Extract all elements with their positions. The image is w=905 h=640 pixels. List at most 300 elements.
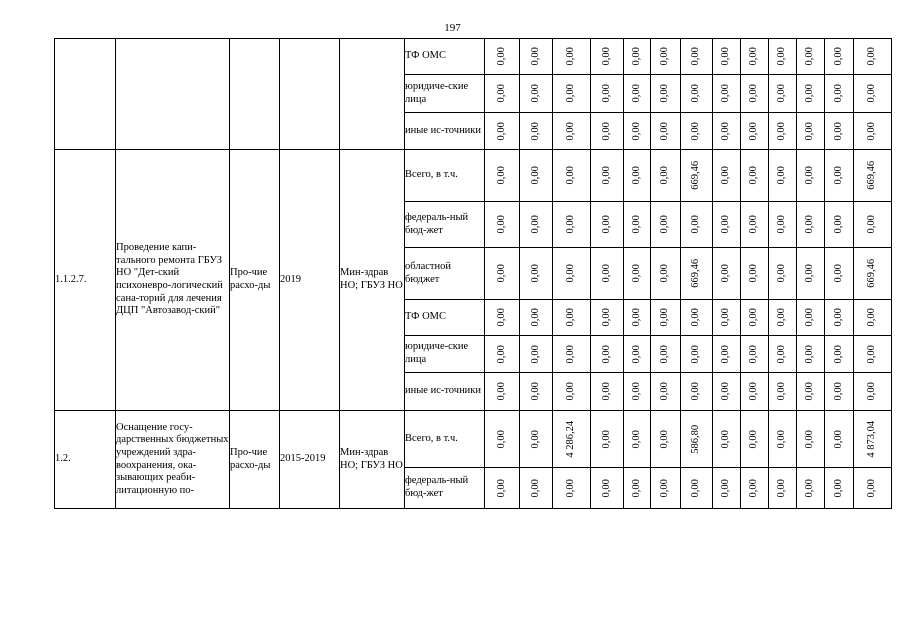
- amount: 0,00: [719, 478, 731, 498]
- value-cell: [680, 39, 712, 75]
- year-cell: [280, 411, 340, 509]
- amount: 0,00: [775, 264, 787, 283]
- value-cell: [740, 300, 768, 336]
- value-cell: [623, 336, 650, 373]
- value-cell: [485, 336, 520, 373]
- row-number: 1.2.: [55, 453, 71, 465]
- value-cell: [623, 300, 650, 336]
- amount: 0,00: [719, 166, 731, 185]
- value-cell: [650, 202, 680, 248]
- amount: 0,00: [803, 382, 815, 401]
- amount: 0,00: [775, 344, 787, 364]
- value-cell: [824, 411, 853, 468]
- amount: 0,00: [719, 121, 731, 141]
- value-cell: [520, 248, 553, 300]
- amount: 0,00: [747, 47, 759, 66]
- value-cell: [768, 150, 796, 202]
- funding-source: иные ис-точники: [405, 373, 485, 411]
- executor: Мин-здрав НО; ГБУЗ НО: [340, 267, 403, 291]
- amount: 0,00: [495, 215, 507, 234]
- amount: 0,00: [719, 382, 731, 401]
- value-cell: [853, 411, 891, 468]
- value-cell: [485, 373, 520, 411]
- value-cell: [485, 248, 520, 300]
- amount: 0,00: [630, 166, 642, 185]
- amount: 0,00: [719, 308, 731, 327]
- amount: 0,00: [865, 121, 877, 141]
- amount: 0,00: [630, 84, 642, 103]
- amount: 0,00: [630, 478, 642, 498]
- amount: 0,00: [832, 121, 844, 141]
- value-cell: [590, 468, 623, 509]
- value-cell: [824, 150, 853, 202]
- amount: 0,00: [600, 478, 612, 498]
- value-cell: [485, 75, 520, 113]
- amount: 0,00: [832, 308, 844, 327]
- amount: 0,00: [747, 344, 759, 364]
- amount: 0,00: [832, 344, 844, 364]
- value-cell: [590, 248, 623, 300]
- value-cell: [853, 336, 891, 373]
- amount: 0,00: [775, 84, 787, 103]
- amount: 0,00: [600, 308, 612, 327]
- amount: 0,00: [630, 264, 642, 283]
- amount: 4 286,24: [565, 420, 577, 458]
- amount: 0,00: [689, 382, 701, 401]
- value-cell: [768, 300, 796, 336]
- value-cell: [485, 411, 520, 468]
- value-cell: [650, 468, 680, 509]
- value-cell: [712, 248, 740, 300]
- amount: 0,00: [565, 344, 577, 364]
- value-cell: [768, 373, 796, 411]
- amount: 0,00: [689, 478, 701, 498]
- row-number-cell: [55, 150, 116, 411]
- value-cell: [712, 300, 740, 336]
- value-cell: [520, 373, 553, 411]
- value-cell: [853, 150, 891, 202]
- value-cell: [485, 150, 520, 202]
- value-cell: [680, 468, 712, 509]
- value-cell: [650, 373, 680, 411]
- amount: 0,00: [865, 344, 877, 364]
- year-cell: [280, 150, 340, 411]
- amount: 0,00: [565, 264, 577, 283]
- amount: 0,00: [865, 47, 877, 66]
- value-cell: [680, 202, 712, 248]
- amount: 0,00: [529, 344, 541, 364]
- value-cell: [824, 248, 853, 300]
- amount: 0,00: [803, 166, 815, 185]
- amount: 0,00: [658, 264, 670, 283]
- amount: 0,00: [630, 308, 642, 327]
- year: 2015-2019: [280, 453, 326, 465]
- amount: 0,00: [529, 84, 541, 103]
- value-cell: [553, 300, 591, 336]
- amount: 0,00: [803, 264, 815, 283]
- amount: 0,00: [495, 166, 507, 185]
- amount: 669,46: [865, 161, 877, 190]
- value-cell: [650, 113, 680, 150]
- value-cell: [768, 75, 796, 113]
- value-cell: [650, 248, 680, 300]
- value-cell: [712, 202, 740, 248]
- amount: 0,00: [600, 121, 612, 141]
- value-cell: [623, 411, 650, 468]
- value-cell: [796, 248, 824, 300]
- value-cell: [768, 248, 796, 300]
- value-cell: [520, 39, 553, 75]
- value-cell: [824, 75, 853, 113]
- value-cell: [768, 113, 796, 150]
- amount: 0,00: [775, 382, 787, 401]
- amount: 0,00: [600, 84, 612, 103]
- amount: 0,00: [747, 308, 759, 327]
- value-cell: [680, 150, 712, 202]
- value-cell: [712, 75, 740, 113]
- amount: 0,00: [495, 478, 507, 498]
- value-cell: [824, 202, 853, 248]
- amount: 0,00: [658, 344, 670, 364]
- amount: 0,00: [630, 429, 642, 449]
- table-row: [55, 150, 892, 202]
- funding-source: ТФ ОМС: [405, 39, 485, 75]
- value-cell: [712, 150, 740, 202]
- value-cell: [680, 248, 712, 300]
- value-cell: [520, 336, 553, 373]
- amount: 0,00: [658, 478, 670, 498]
- cost-type: Про-чие расхо-ды: [230, 267, 271, 291]
- value-cell: [623, 39, 650, 75]
- value-cell: [590, 39, 623, 75]
- funding-source: Всего, в т.ч.: [405, 411, 485, 468]
- amount: 0,00: [747, 215, 759, 234]
- value-cell: [680, 75, 712, 113]
- value-cell: [520, 300, 553, 336]
- value-cell: [712, 39, 740, 75]
- value-cell: [623, 202, 650, 248]
- value-cell: [485, 468, 520, 509]
- value-cell: [590, 202, 623, 248]
- executor-cell: [340, 411, 405, 509]
- year-cell: [280, 39, 340, 150]
- value-cell: [520, 468, 553, 509]
- amount: 0,00: [658, 308, 670, 327]
- cost-type-cell: [230, 411, 280, 509]
- amount: 669,46: [689, 161, 701, 190]
- value-cell: [796, 468, 824, 509]
- amount: 0,00: [832, 215, 844, 234]
- amount: 0,00: [658, 47, 670, 66]
- amount: 0,00: [775, 121, 787, 141]
- table-row: [55, 411, 892, 468]
- amount: 0,00: [529, 121, 541, 141]
- value-cell: [853, 39, 891, 75]
- value-cell: [768, 411, 796, 468]
- funding-source: областной бюджет: [405, 248, 485, 300]
- value-cell: [553, 468, 591, 509]
- value-cell: [824, 39, 853, 75]
- amount: 0,00: [832, 166, 844, 185]
- measure-name: Оснащение госу-дарственных бюджетных учреждений здра-воохранения, ока-зывающих реаби-литационную по-: [116, 421, 229, 496]
- amount: 0,00: [600, 344, 612, 364]
- amount: 0,00: [529, 308, 541, 327]
- amount: 0,00: [865, 215, 877, 234]
- measure-name-cell: [116, 39, 230, 150]
- value-cell: [650, 300, 680, 336]
- value-cell: [520, 411, 553, 468]
- amount: 0,00: [832, 382, 844, 401]
- funding-source: ТФ ОМС: [405, 300, 485, 336]
- value-cell: [553, 373, 591, 411]
- value-cell: [590, 336, 623, 373]
- value-cell: [853, 113, 891, 150]
- value-cell: [768, 202, 796, 248]
- value-cell: [824, 300, 853, 336]
- amount: 0,00: [600, 382, 612, 401]
- value-cell: [680, 336, 712, 373]
- row-number-cell: [55, 411, 116, 509]
- amount: 0,00: [689, 344, 701, 364]
- amount: 0,00: [565, 47, 577, 66]
- value-cell: [553, 75, 591, 113]
- value-cell: [590, 113, 623, 150]
- amount: 0,00: [803, 478, 815, 498]
- amount: 0,00: [658, 382, 670, 401]
- amount: 0,00: [719, 84, 731, 103]
- amount: 0,00: [658, 84, 670, 103]
- amount: 0,00: [689, 121, 701, 141]
- value-cell: [740, 373, 768, 411]
- value-cell: [485, 113, 520, 150]
- amount: 0,00: [719, 47, 731, 66]
- amount: 0,00: [495, 47, 507, 66]
- executor-cell: [340, 150, 405, 411]
- table-row: [55, 39, 892, 75]
- amount: 0,00: [600, 166, 612, 185]
- value-cell: [740, 39, 768, 75]
- amount: 0,00: [775, 215, 787, 234]
- amount: 0,00: [803, 121, 815, 141]
- value-cell: [740, 75, 768, 113]
- amount: 0,00: [495, 429, 507, 449]
- amount: 0,00: [719, 264, 731, 283]
- value-cell: [650, 75, 680, 113]
- amount: 0,00: [495, 382, 507, 401]
- amount: 0,00: [689, 47, 701, 66]
- value-cell: [740, 468, 768, 509]
- value-cell: [824, 468, 853, 509]
- amount: 0,00: [689, 84, 701, 103]
- value-cell: [623, 113, 650, 150]
- value-cell: [590, 300, 623, 336]
- executor-cell: [340, 39, 405, 150]
- measure-name-cell: [116, 411, 230, 509]
- value-cell: [680, 411, 712, 468]
- value-cell: [680, 373, 712, 411]
- row-number: 1.1.2.7.: [55, 273, 87, 285]
- value-cell: [740, 150, 768, 202]
- amount: 0,00: [689, 308, 701, 327]
- amount: 0,00: [747, 382, 759, 401]
- value-cell: [853, 373, 891, 411]
- amount: 0,00: [495, 84, 507, 103]
- amount: 0,00: [565, 84, 577, 103]
- value-cell: [623, 150, 650, 202]
- amount: 0,00: [747, 429, 759, 449]
- value-cell: [590, 411, 623, 468]
- amount: 0,00: [565, 166, 577, 185]
- value-cell: [824, 373, 853, 411]
- value-cell: [712, 411, 740, 468]
- value-cell: [796, 113, 824, 150]
- amount: 0,00: [565, 382, 577, 401]
- amount: 0,00: [600, 47, 612, 66]
- amount: 0,00: [865, 84, 877, 103]
- value-cell: [712, 113, 740, 150]
- amount: 0,00: [832, 84, 844, 103]
- amount: 0,00: [529, 429, 541, 449]
- value-cell: [712, 373, 740, 411]
- amount: 0,00: [775, 308, 787, 327]
- amount: 0,00: [689, 215, 701, 234]
- value-cell: [553, 248, 591, 300]
- amount: 0,00: [865, 382, 877, 401]
- amount: 0,00: [495, 264, 507, 283]
- value-cell: [650, 39, 680, 75]
- value-cell: [740, 411, 768, 468]
- amount: 0,00: [658, 121, 670, 141]
- value-cell: [553, 113, 591, 150]
- amount: 0,00: [747, 166, 759, 185]
- amount: 0,00: [658, 166, 670, 185]
- amount: 0,00: [832, 47, 844, 66]
- amount: 0,00: [630, 47, 642, 66]
- amount: 0,00: [495, 344, 507, 364]
- amount: 0,00: [803, 308, 815, 327]
- amount: 0,00: [803, 47, 815, 66]
- amount: 0,00: [600, 429, 612, 449]
- amount: 0,00: [529, 215, 541, 234]
- value-cell: [740, 336, 768, 373]
- amount: 0,00: [803, 344, 815, 364]
- amount: 0,00: [832, 429, 844, 449]
- value-cell: [853, 248, 891, 300]
- value-cell: [824, 113, 853, 150]
- amount: 0,00: [719, 344, 731, 364]
- value-cell: [796, 300, 824, 336]
- amount: 586,80: [689, 424, 701, 454]
- value-cell: [740, 202, 768, 248]
- value-cell: [590, 75, 623, 113]
- amount: 0,00: [630, 121, 642, 141]
- value-cell: [623, 248, 650, 300]
- amount: 0,00: [865, 308, 877, 327]
- value-cell: [740, 113, 768, 150]
- amount: 0,00: [803, 84, 815, 103]
- amount: 0,00: [803, 429, 815, 449]
- cost-type: Про-чие расхо-ды: [230, 446, 271, 471]
- value-cell: [796, 39, 824, 75]
- amount: 0,00: [565, 121, 577, 141]
- amount: 0,00: [630, 344, 642, 364]
- cost-type-cell: [230, 39, 280, 150]
- amount: 0,00: [658, 215, 670, 234]
- value-cell: [520, 202, 553, 248]
- funding-source: юридиче-ские лица: [405, 75, 485, 113]
- amount: 0,00: [529, 264, 541, 283]
- value-cell: [853, 300, 891, 336]
- value-cell: [623, 468, 650, 509]
- value-cell: [590, 150, 623, 202]
- funding-source: федераль-ный бюд-жет: [405, 468, 485, 509]
- measure-name: Проведение капи-тального ремонта ГБУЗ НО "Дет-ский психоневро-логический сана-торий для лечения ДЦП "Автозавод-ский": [116, 242, 223, 317]
- amount: 0,00: [832, 264, 844, 283]
- amount: 0,00: [529, 382, 541, 401]
- value-cell: [520, 75, 553, 113]
- amount: 0,00: [747, 478, 759, 498]
- value-cell: [796, 75, 824, 113]
- year: 2019: [280, 273, 301, 285]
- value-cell: [590, 373, 623, 411]
- value-cell: [853, 75, 891, 113]
- funding-source: иные ис-точники: [405, 113, 485, 150]
- amount: 0,00: [565, 308, 577, 327]
- amount: 0,00: [747, 84, 759, 103]
- funding-source: юридиче-ские лица: [405, 336, 485, 373]
- row-number-cell: [55, 39, 116, 150]
- value-cell: [680, 300, 712, 336]
- amount: 0,00: [600, 215, 612, 234]
- amount: 0,00: [565, 478, 577, 498]
- cost-type-cell: [230, 150, 280, 411]
- amount: 0,00: [775, 47, 787, 66]
- value-cell: [740, 248, 768, 300]
- value-cell: [553, 411, 591, 468]
- budget-table: [54, 38, 892, 509]
- value-cell: [485, 202, 520, 248]
- amount: 0,00: [719, 429, 731, 449]
- amount: 0,00: [495, 121, 507, 141]
- value-cell: [824, 336, 853, 373]
- executor: Мин-здрав НО; ГБУЗ НО: [340, 446, 403, 471]
- value-cell: [553, 202, 591, 248]
- value-cell: [650, 336, 680, 373]
- amount: 0,00: [658, 429, 670, 449]
- amount: 0,00: [630, 215, 642, 234]
- amount: 669,46: [865, 259, 877, 288]
- value-cell: [650, 411, 680, 468]
- value-cell: [796, 336, 824, 373]
- amount: 0,00: [865, 478, 877, 498]
- amount: 4 873,04: [865, 420, 877, 458]
- value-cell: [520, 150, 553, 202]
- measure-name-cell: [116, 150, 230, 411]
- value-cell: [553, 39, 591, 75]
- amount: 0,00: [495, 308, 507, 327]
- value-cell: [485, 300, 520, 336]
- amount: 0,00: [775, 478, 787, 498]
- amount: 0,00: [565, 215, 577, 234]
- value-cell: [623, 373, 650, 411]
- amount: 0,00: [832, 478, 844, 498]
- amount: 0,00: [529, 166, 541, 185]
- amount: 0,00: [803, 215, 815, 234]
- amount: 0,00: [747, 121, 759, 141]
- value-cell: [853, 202, 891, 248]
- value-cell: [796, 202, 824, 248]
- amount: 0,00: [630, 382, 642, 401]
